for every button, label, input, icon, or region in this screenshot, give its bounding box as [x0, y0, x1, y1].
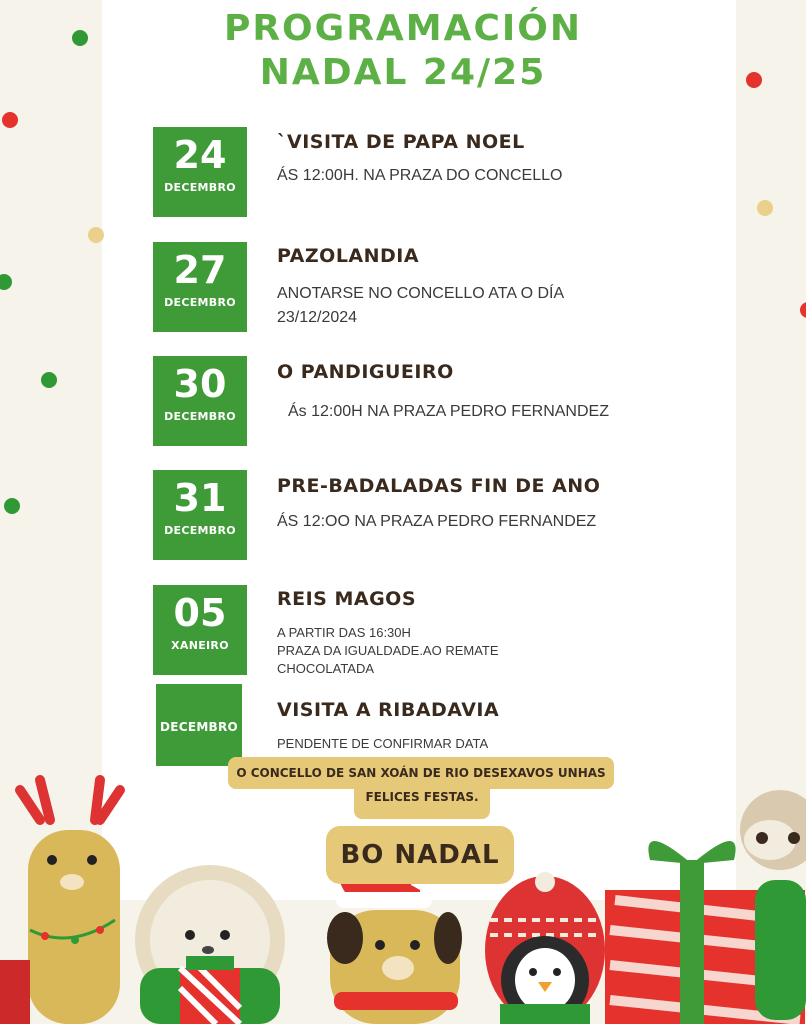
event-desc-line: ÁS 12:00H. NA PRAZA DO CONCELLO [277, 167, 563, 184]
event-desc [288, 400, 609, 424]
greeting-text: BO NADAL [340, 840, 500, 870]
event-desc-line: PENDENTE DE CONFIRMAR DATA [277, 736, 489, 751]
date-month: DECEMBRO [164, 296, 236, 309]
event-desc-line: 23/12/2024 [277, 309, 358, 326]
message-banner [228, 757, 614, 789]
title-line-2: NADAL 24/25 [259, 52, 547, 93]
confetti-dot [88, 227, 104, 243]
hedgehog-illustration [135, 865, 285, 1024]
event-desc-line: ANOTARSE NO CONCELLO ATA O DÍA [277, 285, 565, 302]
event-desc-line: CHOCOLATADA [277, 661, 375, 676]
event-desc [277, 510, 596, 534]
confetti-dot [4, 498, 20, 514]
date-badge [153, 127, 247, 217]
gift-and-sloth-illustration [605, 790, 806, 1024]
event-desc [277, 164, 562, 188]
greeting-banner [326, 826, 514, 884]
event-desc-line: A PARTIR DAS 16:30H [277, 625, 411, 640]
message-line-2: FELICES FESTAS. [365, 790, 479, 804]
confetti-dot [41, 372, 57, 388]
event-desc [277, 735, 488, 753]
event-title: PAZOLANDIA [277, 245, 420, 267]
llama-illustration [0, 780, 120, 1024]
date-badge [153, 242, 247, 332]
date-day: 31 [173, 476, 227, 520]
event-desc [277, 624, 499, 678]
event-title: PRE-BADALADAS FIN DE ANO [277, 475, 601, 497]
title-line-1: PROGRAMACIÓN [223, 8, 583, 49]
date-badge [153, 356, 247, 446]
event-title: O PANDIGUEIRO [277, 361, 454, 383]
date-month: DECEMBRO [164, 410, 236, 423]
event-desc-line: ÁS 12:OO NA PRAZA PEDRO FERNANDEZ [277, 513, 597, 530]
confetti-dot [0, 274, 12, 290]
confetti-dot [2, 112, 18, 128]
confetti-dot [757, 200, 773, 216]
message-banner-tail [354, 787, 490, 819]
date-badge [153, 470, 247, 560]
date-month: DECEMBRO [164, 524, 236, 537]
message-line-1: O CONCELLO DE SAN XOÁN DE RIO DESEXAVOS UNHAS [236, 766, 606, 780]
date-badge [153, 585, 247, 675]
event-title: `VISITA DE PAPA NOEL [277, 131, 525, 153]
date-month: DECEMBRO [159, 720, 239, 734]
event-title: VISITA A RIBADAVIA [277, 699, 500, 721]
date-day: 30 [173, 362, 227, 406]
date-day: 05 [173, 591, 227, 635]
date-badge [156, 684, 242, 766]
event-desc-line: PRAZA DA IGUALDADE.AO REMATE [277, 643, 499, 658]
penguin-illustration [485, 872, 605, 1024]
date-month: XANEIRO [171, 639, 229, 652]
date-day: 27 [173, 248, 227, 292]
event-title: REIS MAGOS [277, 588, 417, 610]
confetti-dot [800, 302, 806, 318]
date-month: DECEMBRO [164, 181, 236, 194]
event-desc-line: Ás 12:00H NA PRAZA PEDRO FERNANDEZ [288, 403, 609, 420]
event-desc [277, 282, 564, 330]
date-day: 24 [173, 133, 227, 177]
